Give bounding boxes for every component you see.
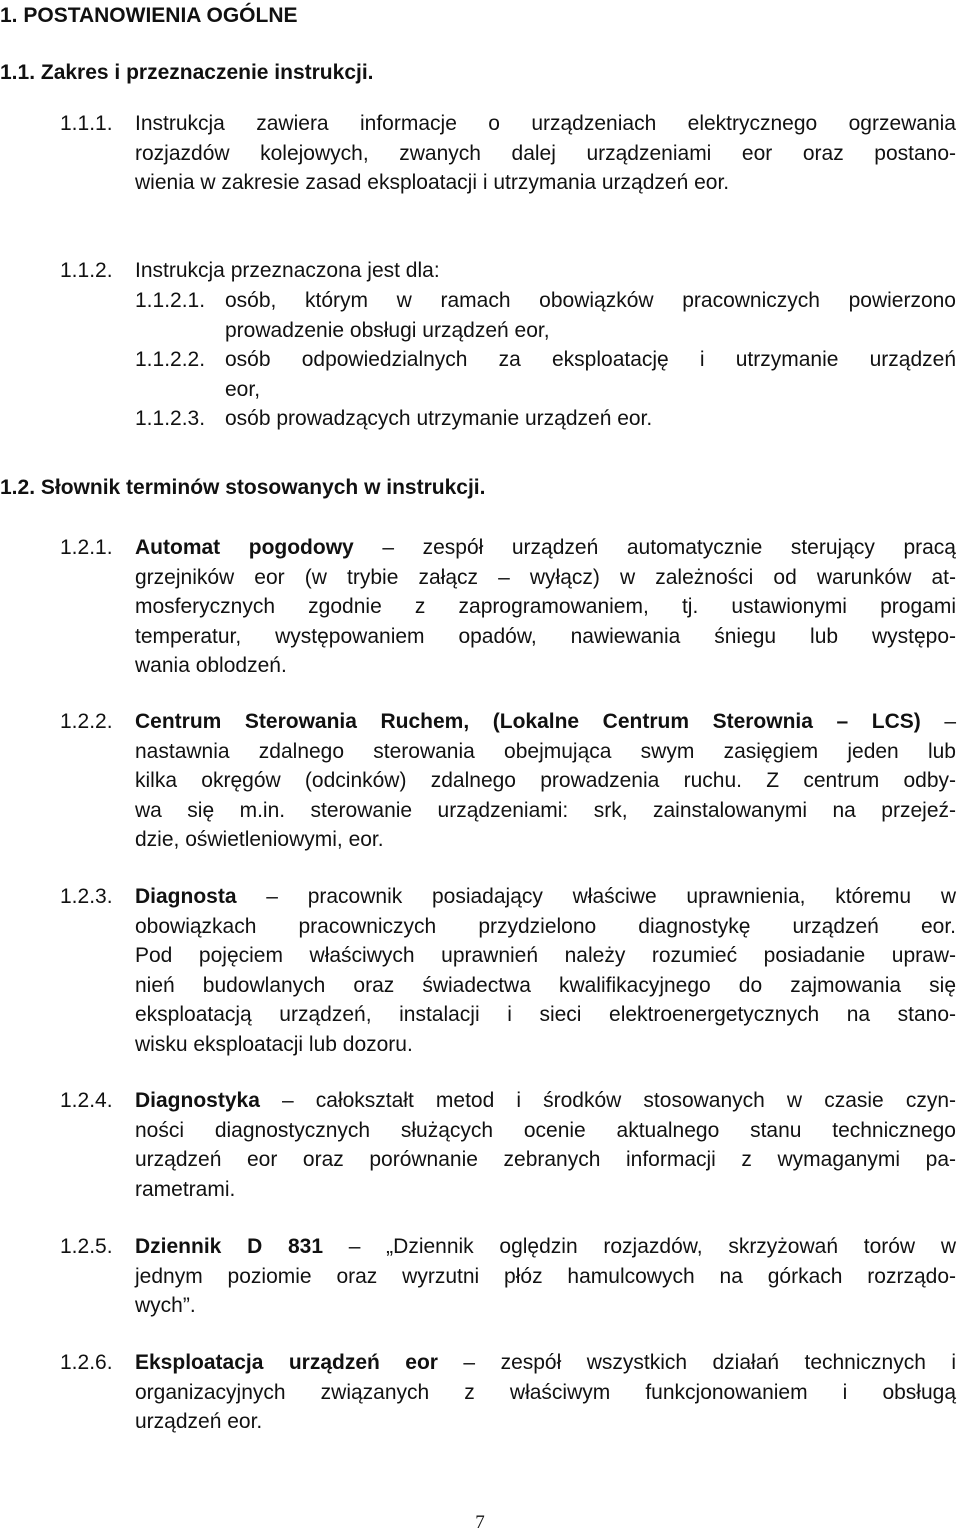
term-name: Automat pogodowy: [135, 536, 354, 559]
section-heading-glossary: 1.2. Słownik terminów stosowanych w instrukcji.: [0, 476, 486, 499]
term-name: Diagnostyka: [135, 1089, 260, 1112]
term-1-2-2: [60, 707, 956, 855]
list-item-text: osób odpowiedzialnych za eksploatację i utrzymanie urządzeń eor,: [225, 348, 956, 401]
term-definition: Diagnosta – pracownik posiadający właściwe uprawnienia, któremu w obowiązkach pracowniczych przydzielono diagnostykę urządzeń eor. Pod pojęciem właściwych uprawnień należy rozumieć posiadanie upraw- nień budowlanych oraz świadectwa kwalifikacyjnego do zajmowania się eksploatacją urządzeń, instalacji i sieci elektroenergetycznych na stano- wisku eksploatacji lub dozoru.: [135, 885, 956, 1056]
list-item-number: 1.1.2.2.: [135, 348, 206, 371]
term-number: 1.2.1.: [60, 536, 113, 559]
term-definition: Dziennik D 831 – „Dziennik oględzin rozjazdów, skrzyżowań torów w jednym poziomie oraz wyrzutni płóz hamulcowych na górkach rozrządo- wych”.: [135, 1235, 956, 1317]
term-definition: Centrum Sterowania Ruchem, (Lokalne Centrum Sterownia – LCS) – nastawnia zdalnego sterowania obejmująca swym zasięgiem jeden lub kilka okręgów (odcinków) zdalnego prowadzenia ruchu. Z centrum odby- wa się m.in. sterowanie urządzeniami: srk, zainstalowanymi na przejeź- dzie, oświetleniowymi, eor.: [135, 710, 956, 851]
paragraph-1-1-2: [60, 256, 956, 286]
term-number: 1.2.4.: [60, 1089, 113, 1112]
term-number: 1.2.5.: [60, 1235, 113, 1258]
chapter-heading: 1. POSTANOWIENIA OGÓLNE: [0, 4, 298, 27]
term-1-2-6: [60, 1348, 956, 1437]
list-item-1-1-2-3: [135, 404, 956, 434]
term-1-2-4: [60, 1086, 956, 1204]
list-item-number: 1.1.2.3.: [135, 407, 206, 430]
list-item-text: osób prowadzących utrzymanie urządzeń eor.: [225, 407, 653, 430]
term-definition: Diagnostyka – całokształt metod i środków stosowanych w czasie czyn- ności diagnostycznych służących ocenie aktualnego stanu technicznego urządzeń eor oraz porównanie zebranych informacji z wymaganymi pa- rametrami.: [135, 1089, 956, 1201]
term-name: Centrum Sterowania Ruchem, (Lokalne Centrum Sterownia – LCS): [135, 710, 921, 733]
paragraph-number: 1.1.2.: [60, 259, 113, 282]
term-number: 1.2.2.: [60, 710, 113, 733]
paragraph-text: Instrukcja przeznaczona jest dla:: [135, 259, 440, 282]
paragraph-1-1-1: [60, 109, 956, 198]
page-number: 7: [475, 1512, 485, 1533]
term-name: Eksploatacja urządzeń eor: [135, 1351, 438, 1374]
list-item-1-1-2-2: [135, 345, 956, 404]
term-1-2-3: [60, 882, 956, 1059]
term-definition: Automat pogodowy – zespół urządzeń automatycznie sterujący pracą grzejników eor (w trybie załącz – wyłącz) w zależności od warunków at- mosferycznych zgodnie z zaprogramowaniem, tj. ustawionymi progami temperatur, występowaniem opadów, nawiewania śniegu lub występo- wania oblodzeń.: [135, 536, 956, 677]
list-item-text: osób, którym w ramach obowiązków pracowniczych powierzono prowadzenie obsługi urządzeń eor,: [225, 289, 956, 342]
term-name: Diagnosta: [135, 885, 237, 908]
term-number: 1.2.6.: [60, 1351, 113, 1374]
term-1-2-5: [60, 1232, 956, 1321]
paragraph-text: Instrukcja zawiera informacje o urządzeniach elektrycznego ogrzewania rozjazdów kolejowych, zwanych dalej urządzeniami eor oraz postano- wienia w zakresie zasad eksploatacji i utrzymania urządzeń eor.: [135, 112, 956, 194]
list-item-number: 1.1.2.1.: [135, 289, 206, 312]
term-1-2-1: [60, 533, 956, 681]
paragraph-number: 1.1.1.: [60, 112, 113, 135]
term-number: 1.2.3.: [60, 885, 113, 908]
list-item-1-1-2-1: [135, 286, 956, 345]
term-name: Dziennik D 831: [135, 1235, 324, 1258]
term-definition: Eksploatacja urządzeń eor – zespół wszystkich działań technicznych i organizacyjnych związanych z właściwym funkcjonowaniem i obsługą urządzeń eor.: [135, 1351, 956, 1433]
section-heading-scope: 1.1. Zakres i przeznaczenie instrukcji.: [0, 61, 374, 84]
